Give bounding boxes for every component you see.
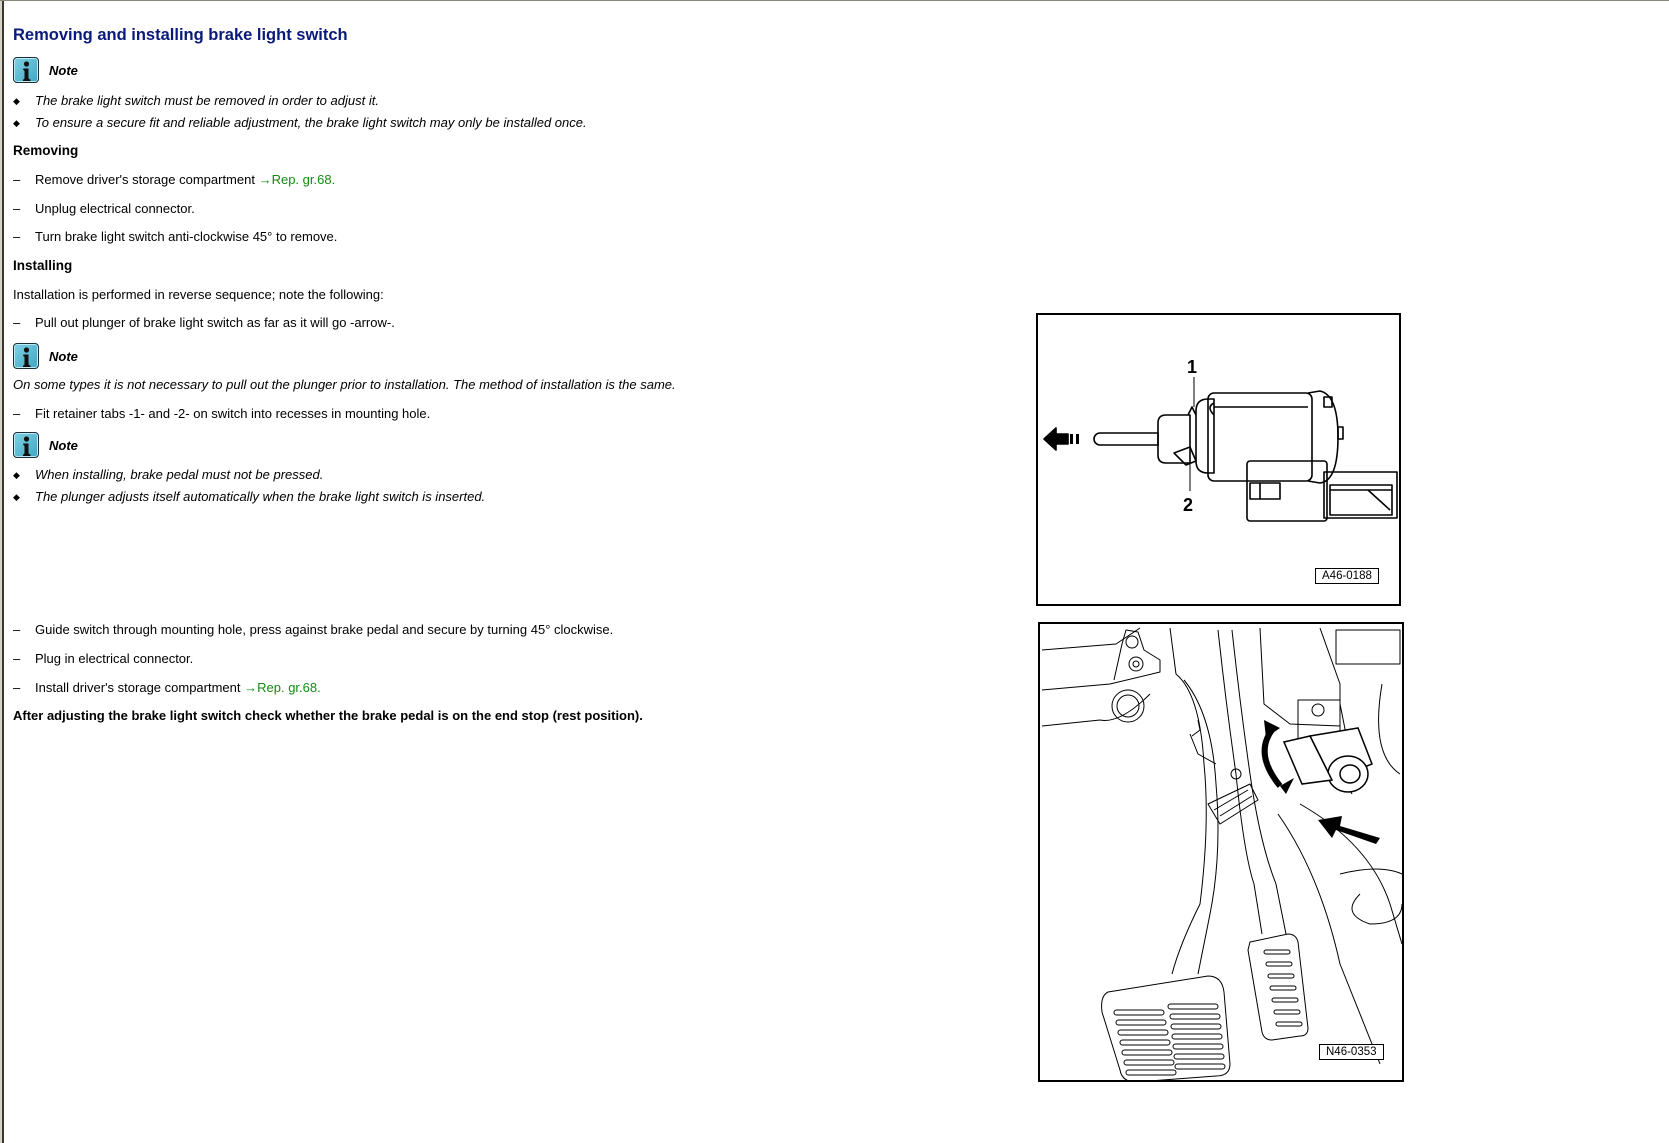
section-heading-removing: Removing [13, 143, 79, 158]
info-icon [13, 343, 39, 369]
pedal-assembly-illustration [1040, 624, 1402, 1080]
step-item: – Unplug electrical connector. [13, 201, 195, 216]
note-text: On some types it is not necessary to pull out the plunger prior to installation. The method of installation is the same. [13, 377, 676, 392]
bullet-icon: ◆ [13, 470, 20, 480]
callout-2: 2 [1183, 495, 1194, 515]
note-label: Note [49, 437, 78, 453]
note-header [13, 56, 78, 84]
note-bullet: ◆ The plunger adjusts itself automatically when the brake light switch is inserted. [13, 489, 486, 504]
window-frame-left [2, 0, 4, 1143]
rep-gr68-link[interactable]: →Rep. gr.68. [244, 680, 321, 695]
info-icon [13, 432, 39, 458]
bullet-icon: ◆ [13, 492, 20, 502]
bullet-icon: ◆ [13, 118, 20, 128]
bullet-icon: ◆ [13, 96, 20, 106]
step-item: – Turn brake light switch anti-clockwise 45° to remove. [13, 229, 338, 244]
brake-light-switch-illustration [1038, 315, 1399, 604]
callout-1: 1 [1187, 357, 1198, 377]
step-item: – Install driver's storage compartment →Rep. gr.68. [13, 680, 321, 695]
note-bullet: ◆ The brake light switch must be removed in order to adjust it. [13, 93, 379, 108]
installing-intro: Installation is performed in reverse sequence; note the following: [13, 287, 384, 302]
figure-label: A46-0188 [1315, 568, 1379, 584]
final-check-text: After adjusting the brake light switch check whether the brake pedal is on the end stop (rest position). [13, 708, 643, 723]
note-header [13, 431, 78, 459]
note-header [13, 342, 78, 370]
figure-brake-light-switch [1036, 313, 1401, 606]
note-bullet: ◆ When installing, brake pedal must not be pressed. [13, 467, 324, 482]
step-item: – Guide switch through mounting hole, press against brake pedal and secure by turning 45° clockwise. [13, 622, 614, 637]
step-item: – Remove driver's storage compartment →Rep. gr.68. [13, 172, 336, 187]
window-frame-top [0, 0, 1669, 1]
info-icon [13, 57, 39, 83]
step-item: – Fit retainer tabs -1- and -2- on switch into recesses in mounting hole. [13, 406, 431, 421]
figure-label: N46-0353 [1319, 1044, 1384, 1060]
page-title: Removing and installing brake light switch [13, 26, 348, 44]
note-bullet: ◆ To ensure a secure fit and reliable adjustment, the brake light switch may only be installed once. [13, 115, 587, 130]
note-label: Note [49, 62, 78, 78]
figure-pedal-assembly [1038, 622, 1404, 1082]
rep-gr68-link[interactable]: →Rep. gr.68. [258, 172, 336, 187]
note-label: Note [49, 348, 78, 364]
step-item: – Plug in electrical connector. [13, 651, 194, 666]
section-heading-installing: Installing [13, 258, 73, 273]
step-item: – Pull out plunger of brake light switch as far as it will go -arrow-. [13, 315, 395, 330]
